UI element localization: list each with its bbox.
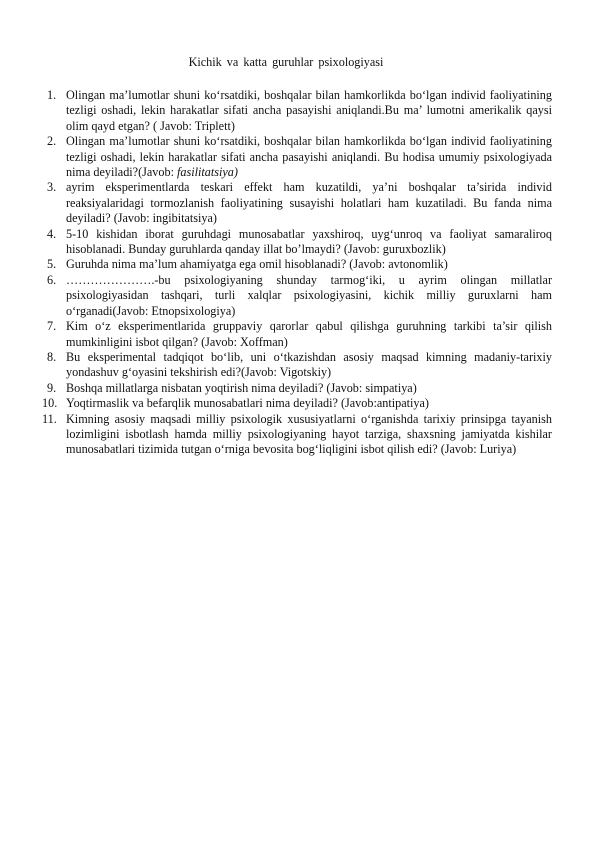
question-text: ………………….-bu psixologiyaning shunday tarmog‘iki, u ayrim olingan millatlar psixologiyasidan tashqari, turli xalqlar psixologiyasini, kichik milliy guruxlarni ham o‘rganadi(Javob: Etnopsixologiya) — [66, 272, 552, 318]
question-number: 4. — [47, 226, 57, 241]
question-text: ayrim eksperimentlarda teskari effekt ham kuzatildi, ya’ni boshqalar ta’sirida individ reaksiyalaridagi tormozlanish faoliyatining susayishi holatlari ham kuzatiladi. Bu fanda nima deyiladi? (Javob: ingibitatsiya) — [66, 180, 552, 226]
question-item — [0, 350, 596, 381]
question-text: Kim o‘z eksperimentlarida gruppaviy qarorlar qabul qilishga guruhning tarkibi ta’sir qilish mumkinligini isbot qilgan? (Javob: Xoffman) — [66, 319, 552, 349]
question-item — [0, 180, 596, 226]
document-title: Kichik va katta guruhlar psixologiyasi — [188, 55, 384, 69]
question-item — [0, 319, 596, 350]
question-list — [0, 88, 596, 458]
answer-italic: fasilitatsiya) — [177, 165, 238, 180]
question-item — [0, 134, 596, 180]
question-item — [0, 227, 596, 258]
question-text: Olingan ma’lumotlar shuni ko‘rsatdiki, boshqalar bilan hamkorlikda bo‘lgan individ faoliyatining tezligi oshadi, lekin harakatlar sifati ancha pasayishi aniqlandi.Bu ma’ lumotni amerikalik qaysi olim qayd etgan? ( Javob: Triplett) — [66, 88, 552, 133]
question-text: 5-10 kishidan iborat guruhdagi munosabatlar yaxshiroq, uyg‘unroq va faoliyat samaraliroq hisoblanadi. Bunday guruhlarda qanday illat bo’lmaydi? (Javob: guruxbozlik) — [66, 226, 552, 257]
question-text: Kimning asosiy maqsadi milliy psixologik xususiyatlarni o‘rganishda tarixiy prinsipga tayanish lozimligini isbotlash hamda milliy psixologiyaning hayot tarziga, shaxsning jamiyatda kishilar munosabatlari tizimida tutgan o‘rniga bevosita bog‘liqligini isbot qilish edi? (Javob: Luriya) — [66, 411, 552, 457]
question-text: Guruhda nima ma’lum ahamiyatga ega omil hisoblanadi? (Javob: avtonomlik) — [66, 257, 448, 272]
question-body: Olingan ma’lumotlar shuni ko‘rsatdiki, boshqalar bilan hamkorlikda bo‘lgan individ faoliyatining tezligi oshadi, lekin harakatlar sifati ancha pasayishi aniqlandi. Bu hodisa umumiy psixologiyada nima deyiladi?(Javob: — [66, 134, 552, 180]
question-number: 1. — [47, 88, 57, 102]
question-item — [0, 381, 596, 396]
question-item — [0, 412, 596, 458]
question-number: 5. — [47, 257, 57, 272]
question-number: 11. — [42, 411, 57, 426]
question-item — [0, 273, 596, 319]
question-text: Bu eksperimental tadqiqot bo‘lib, uni o‘tkazishdan asosiy maqsad kimning madaniy-tarixiy yondashuv g‘oyasini tekshirish edi?(Javob: Vigotskiy) — [66, 349, 552, 380]
question-number: 9. — [47, 380, 57, 395]
question-number: 10. — [42, 396, 58, 411]
question-item — [0, 396, 596, 411]
question-item — [0, 257, 596, 272]
question-text: Boshqa millatlarga nisbatan yoqtirish nima deyiladi? (Javob: simpatiya) — [66, 380, 417, 395]
question-text — [66, 134, 552, 180]
question-number: 3. — [47, 180, 57, 195]
question-number: 8. — [47, 349, 57, 364]
question-item — [0, 88, 596, 134]
question-number: 2. — [47, 134, 57, 149]
question-number: 6. — [47, 272, 57, 287]
question-number: 7. — [47, 319, 57, 334]
question-text: Yoqtirmaslik va befarqlik munosabatlari nima deyiladi? (Javob:antipatiya) — [66, 396, 429, 411]
